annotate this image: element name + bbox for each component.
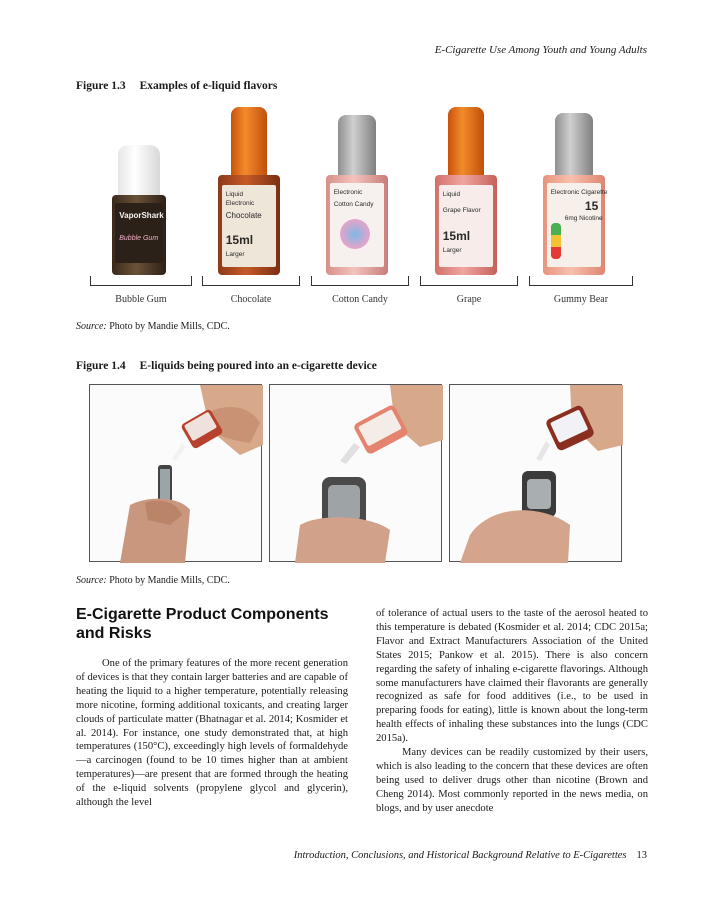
bottle-label-text: Electronic bbox=[333, 189, 363, 196]
source-text: Photo by Mandie Mills, CDC. bbox=[106, 321, 230, 332]
figure-1-3-source bbox=[76, 321, 230, 332]
bottle-label-text: Larger bbox=[225, 251, 245, 258]
page-footer bbox=[294, 850, 647, 861]
photo-pouring-1 bbox=[89, 384, 262, 562]
flavor-label: Chocolate bbox=[230, 294, 272, 305]
pouring-illustration bbox=[90, 385, 263, 563]
bottle-label-text: 15 bbox=[584, 199, 599, 213]
section-heading: E-Cigarette Product Components and Risks bbox=[76, 606, 329, 642]
source-text: Photo by Mandie Mills, CDC. bbox=[106, 575, 230, 586]
page-number: 13 bbox=[636, 850, 647, 861]
figure-number: Figure 1.3 bbox=[76, 80, 126, 92]
bracket bbox=[420, 276, 518, 286]
bottle-label-text: 6mg Nicotine bbox=[564, 215, 603, 222]
pouring-illustration bbox=[450, 385, 623, 563]
figure-number: Figure 1.4 bbox=[76, 360, 126, 372]
flavor-label: Cotton Candy bbox=[332, 294, 388, 305]
pouring-illustration bbox=[270, 385, 443, 563]
running-head: E-Cigarette Use Among Youth and Young Adults bbox=[434, 44, 647, 56]
body-paragraph: of tolerance of actual users to the taste of the aerosol heated to this temperature is debated (Kosmider et al. 2014; CDC 2015a; Flavor and Extract Manufacturers Association of the United States 2015; Pankow et al. 2015). There is also concern regarding the safety of inhaling e-cigarette flavorings. Although some manufacturers have claimed their flavorants are generally recognized as safe for food additives (i.e., to be used in preparing foods for eating), little is known about the long-term health effects of inhaling these substances into the lungs (CDC 2015a). bbox=[376, 608, 648, 745]
bottle-label-text: VaporShark bbox=[119, 211, 164, 220]
bottle-label-text: Chocolate bbox=[225, 211, 262, 220]
bracket bbox=[90, 276, 192, 286]
figure-1-4-source bbox=[76, 575, 230, 586]
bracket bbox=[529, 276, 633, 286]
source-label: Source: bbox=[76, 575, 107, 586]
bottle-label-text: Grape Flavor bbox=[442, 207, 481, 214]
bottle-cotton-candy bbox=[326, 115, 388, 275]
bottle-label-text: Liquid bbox=[442, 191, 461, 198]
photo-pouring-3 bbox=[449, 384, 622, 562]
bottle-chocolate bbox=[218, 107, 280, 275]
bracket bbox=[311, 276, 409, 286]
body-column-left bbox=[76, 657, 348, 810]
body-paragraph: Many devices can be readily customized by their users, which is also leading to the concern that these devices are often being used to deliver drugs other than nicotine (Brown and Cheng 2014). Most commonly reported in the news media, on blogs, and by user anecdote bbox=[376, 747, 648, 814]
bottle-label-text: 15ml bbox=[442, 229, 471, 243]
source-label: Source: bbox=[76, 321, 107, 332]
figure-1-3-title bbox=[76, 80, 277, 92]
flavor-label: Gummy Bear bbox=[553, 294, 609, 305]
bottle-label-text: Liquid bbox=[225, 191, 244, 198]
bracket bbox=[202, 276, 300, 286]
bottle-gummy-bear bbox=[543, 113, 608, 275]
bottle-label-text: Electronic Cigarette bbox=[550, 189, 608, 196]
figure-caption: E-liquids being poured into an e-cigarette device bbox=[139, 360, 377, 372]
body-column-right bbox=[376, 607, 648, 816]
figure-caption: Examples of e-liquid flavors bbox=[139, 80, 278, 92]
bottle-label-text: 15ml bbox=[225, 233, 254, 247]
bottle-bubble-gum bbox=[112, 145, 166, 275]
footer-text: Introduction, Conclusions, and Historical Background Relative to E-Cigarettes bbox=[293, 850, 627, 861]
flavor-label: Grape bbox=[456, 294, 482, 305]
flavor-label: Bubble Gum bbox=[115, 294, 167, 305]
figure-1-4-title bbox=[76, 360, 377, 372]
bottle-label-text: Bubble Gum bbox=[119, 235, 159, 242]
flavor-brackets bbox=[90, 276, 635, 288]
photo-pouring-2 bbox=[269, 384, 442, 562]
bottle-grape bbox=[435, 107, 497, 275]
bottle-label-text: Larger bbox=[442, 247, 462, 254]
bottle-label-text: Electronic bbox=[225, 200, 255, 207]
bottle-label-text: Cotton Candy bbox=[333, 201, 374, 208]
body-paragraph: One of the primary features of the more recent generation of devices is that they contain larger batteries and are capable of heating the liquid to a higher temperature, potentially releasing more nicotine, forming additional toxicants, and creating larger clouds of particulate matter (Bhatnagar et al. 2014; Kosmider et al. 2014). For instance, one study demonstrated that, at high temperatures (150°C), exceedingly high levels of formaldehyde—a carcinogen (found to be 10 times higher than at ambient temperatures)—are present that are formed through the heating of the e-liquid solvents (propylene glycol and glycerin), although the level bbox=[76, 658, 348, 809]
flavor-bottles-photo bbox=[90, 100, 635, 285]
